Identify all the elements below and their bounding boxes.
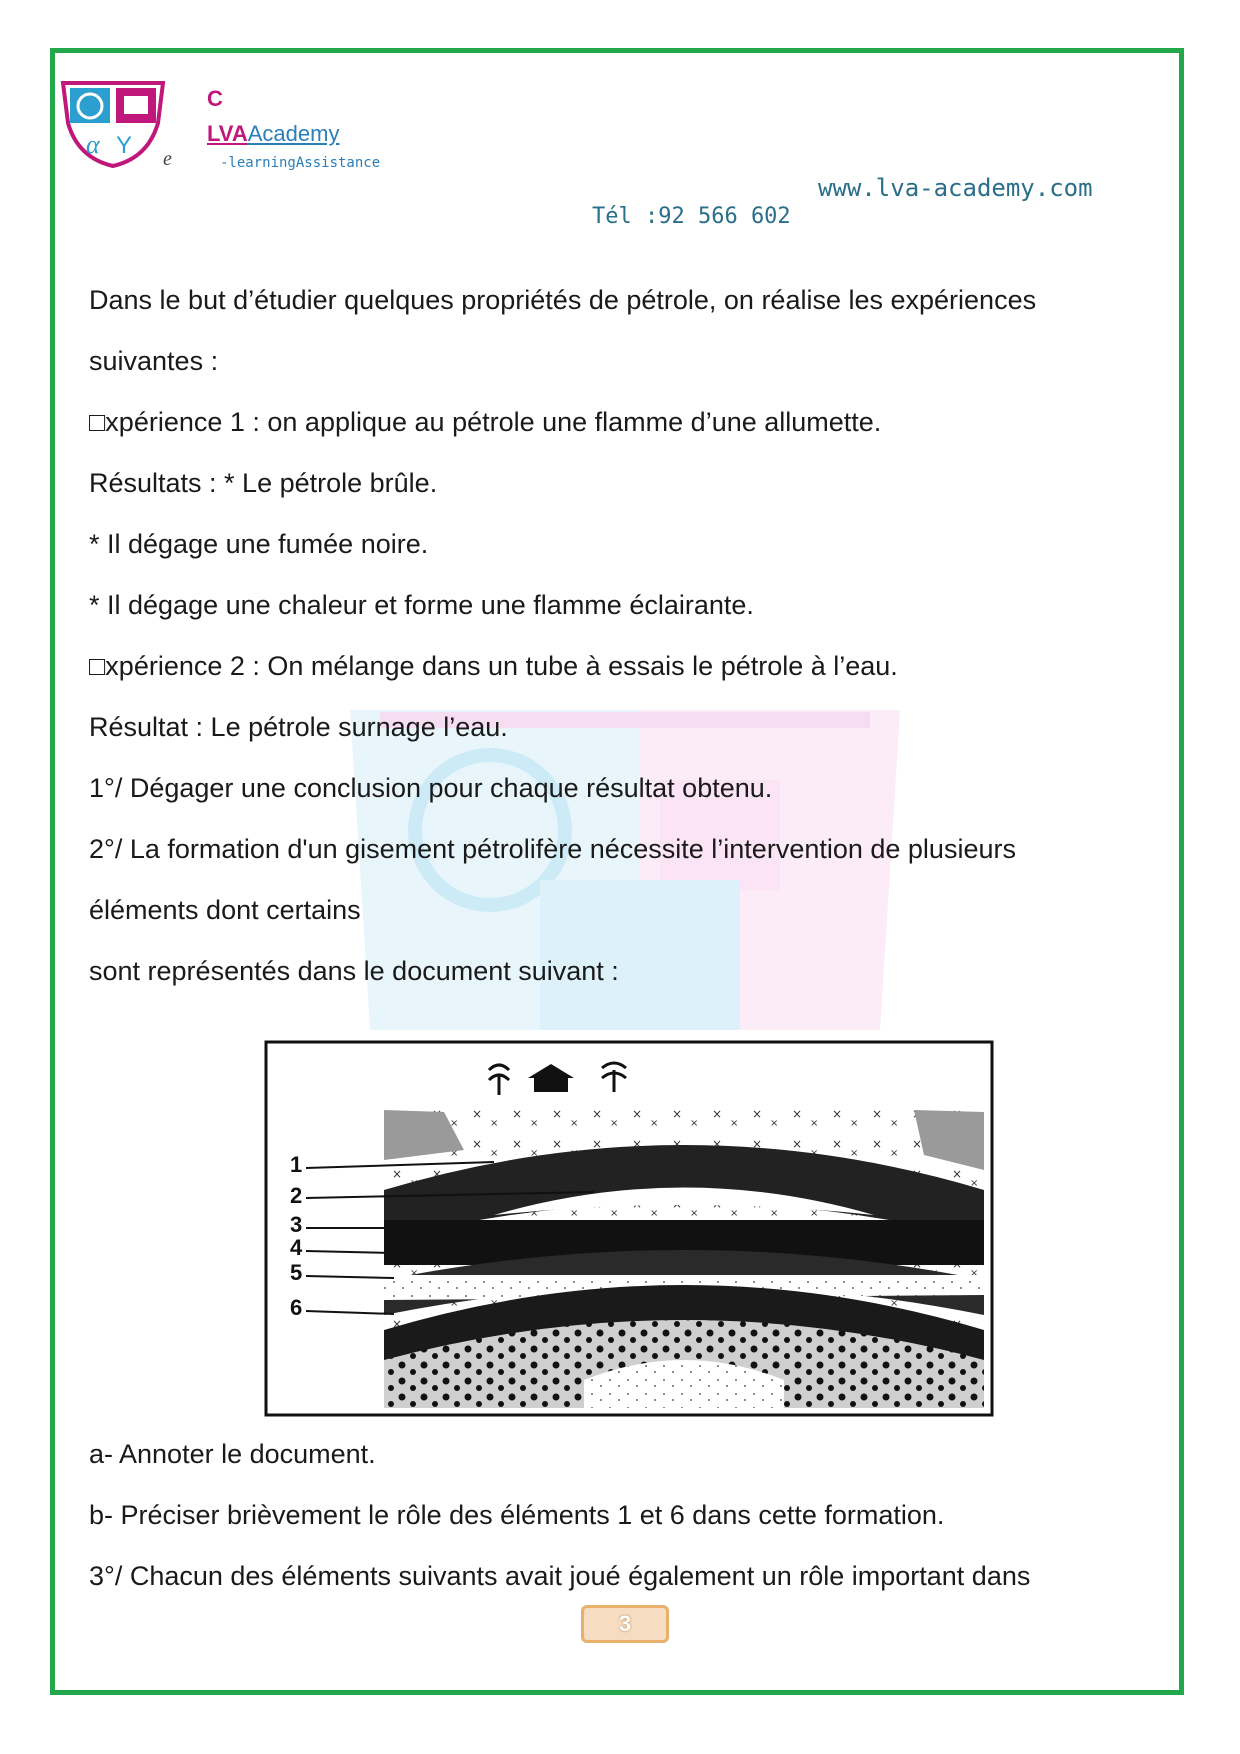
logo-brand-name [207, 121, 339, 147]
logo-academy: Academy [247, 121, 340, 146]
figure-label-1: 1 [290, 1152, 303, 1177]
logo-lva: LVA [207, 121, 248, 146]
website-link[interactable]: www.lva-academy.com [818, 174, 1093, 202]
text-line: Résultat : Le pétrole surnage l’eau. [89, 712, 508, 742]
lva-logo-shield-icon [58, 78, 168, 168]
question-a: a- Annoter le document. [89, 1439, 376, 1469]
text-line: □xpérience 1 : on applique au pétrole une flamme d’une allumette. [89, 407, 882, 437]
figure-label-3: 3 [290, 1212, 303, 1237]
svg-text:α: α [86, 130, 100, 159]
figure-label-6: 6 [290, 1295, 303, 1320]
question-1: 1°/ Dégager une conclusion pour chaque résultat obtenu. [89, 773, 773, 803]
text-line: éléments dont certains [89, 895, 361, 925]
text-line: Résultats : * Le pétrole brûle. [89, 468, 438, 498]
figure-label-2: 2 [290, 1183, 303, 1208]
question-2: 2°/ La formation d'un gisement pétrolifère nécessite l’intervention de plusieurs [89, 834, 1016, 864]
oil-deposit-diagram [264, 1040, 994, 1417]
text-line: * Il dégage une fumée noire. [89, 529, 429, 559]
logo-letter-c: C [207, 86, 223, 111]
text-line: sont représentés dans le document suivant : [89, 956, 619, 986]
figure-label-4: 4 [290, 1235, 303, 1260]
question-3: 3°/ Chacun des éléments suivants avait joué également un rôle important dans [89, 1561, 1031, 1591]
text-line: Dans le but d’étudier quelques propriétés de pétrole, on réalise les expériences [89, 285, 1037, 315]
text-line: □xpérience 2 : On mélange dans un tube à essais le pétrole à l’eau. [89, 651, 898, 681]
phone-number: Tél :92 566 602 [592, 204, 791, 229]
figure-label-5: 5 [290, 1260, 303, 1285]
text-line: * Il dégage une chaleur et forme une flamme éclairante. [89, 590, 754, 620]
question-b: b- Préciser brièvement le rôle des éléments 1 et 6 dans cette formation. [89, 1500, 945, 1530]
page-number-badge: 3 [581, 1605, 669, 1643]
svg-text:Y: Y [116, 132, 133, 159]
logo-subtitle: -learningAssistance [220, 155, 381, 171]
text-line: suivantes : [89, 346, 219, 376]
logo-letter-e: e [163, 148, 172, 170]
